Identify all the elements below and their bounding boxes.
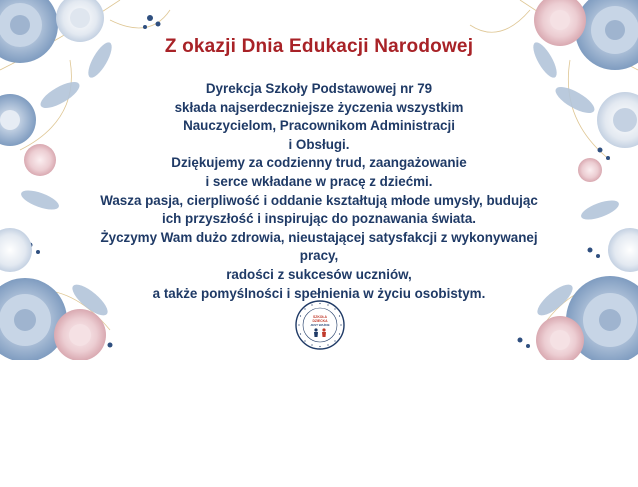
greeting-line: Życzymy Wam dużo zdrowia, nieustającej satysfakcji z wykonywanej [100,229,538,245]
greeting-line: Nauczycielom, Pracownikom Administracji [183,118,455,134]
logo-text-2: DZIECKA [312,319,328,323]
greeting-line: Wasza pasja, cierpliwość i oddanie kształtują młode umysły, budując [100,192,538,208]
greeting-line: i serce wkładane w pracę z dziećmi. [205,173,433,189]
greeting-line: Dziękujemy za codzienny trud, zaangażowanie [171,155,467,171]
greeting-line: a także pomyślności i spełnienia w życiu osobistym. [152,285,486,301]
greeting-body [60,80,578,303]
greeting-line: ich przyszłość i inspirując do poznawania świata. [161,211,477,227]
card-title: Z okazji Dnia Edukacji Narodowej [164,36,474,57]
school-logo [295,300,345,350]
greeting-line: radości z sukcesów uczniów, [226,266,412,282]
greeting-line: Dyrekcja Szkoły Podstawowej nr 79 [205,81,433,96]
logo-text-1: SZKOŁA [313,315,327,319]
logo-text-3: JEST WAŻNE [310,323,330,327]
greeting-line: i Obsługi. [288,136,350,152]
greeting-line: składa najserdeczniejsze życzenia wszystkim [174,99,464,115]
greeting-line: pracy, [299,248,339,264]
